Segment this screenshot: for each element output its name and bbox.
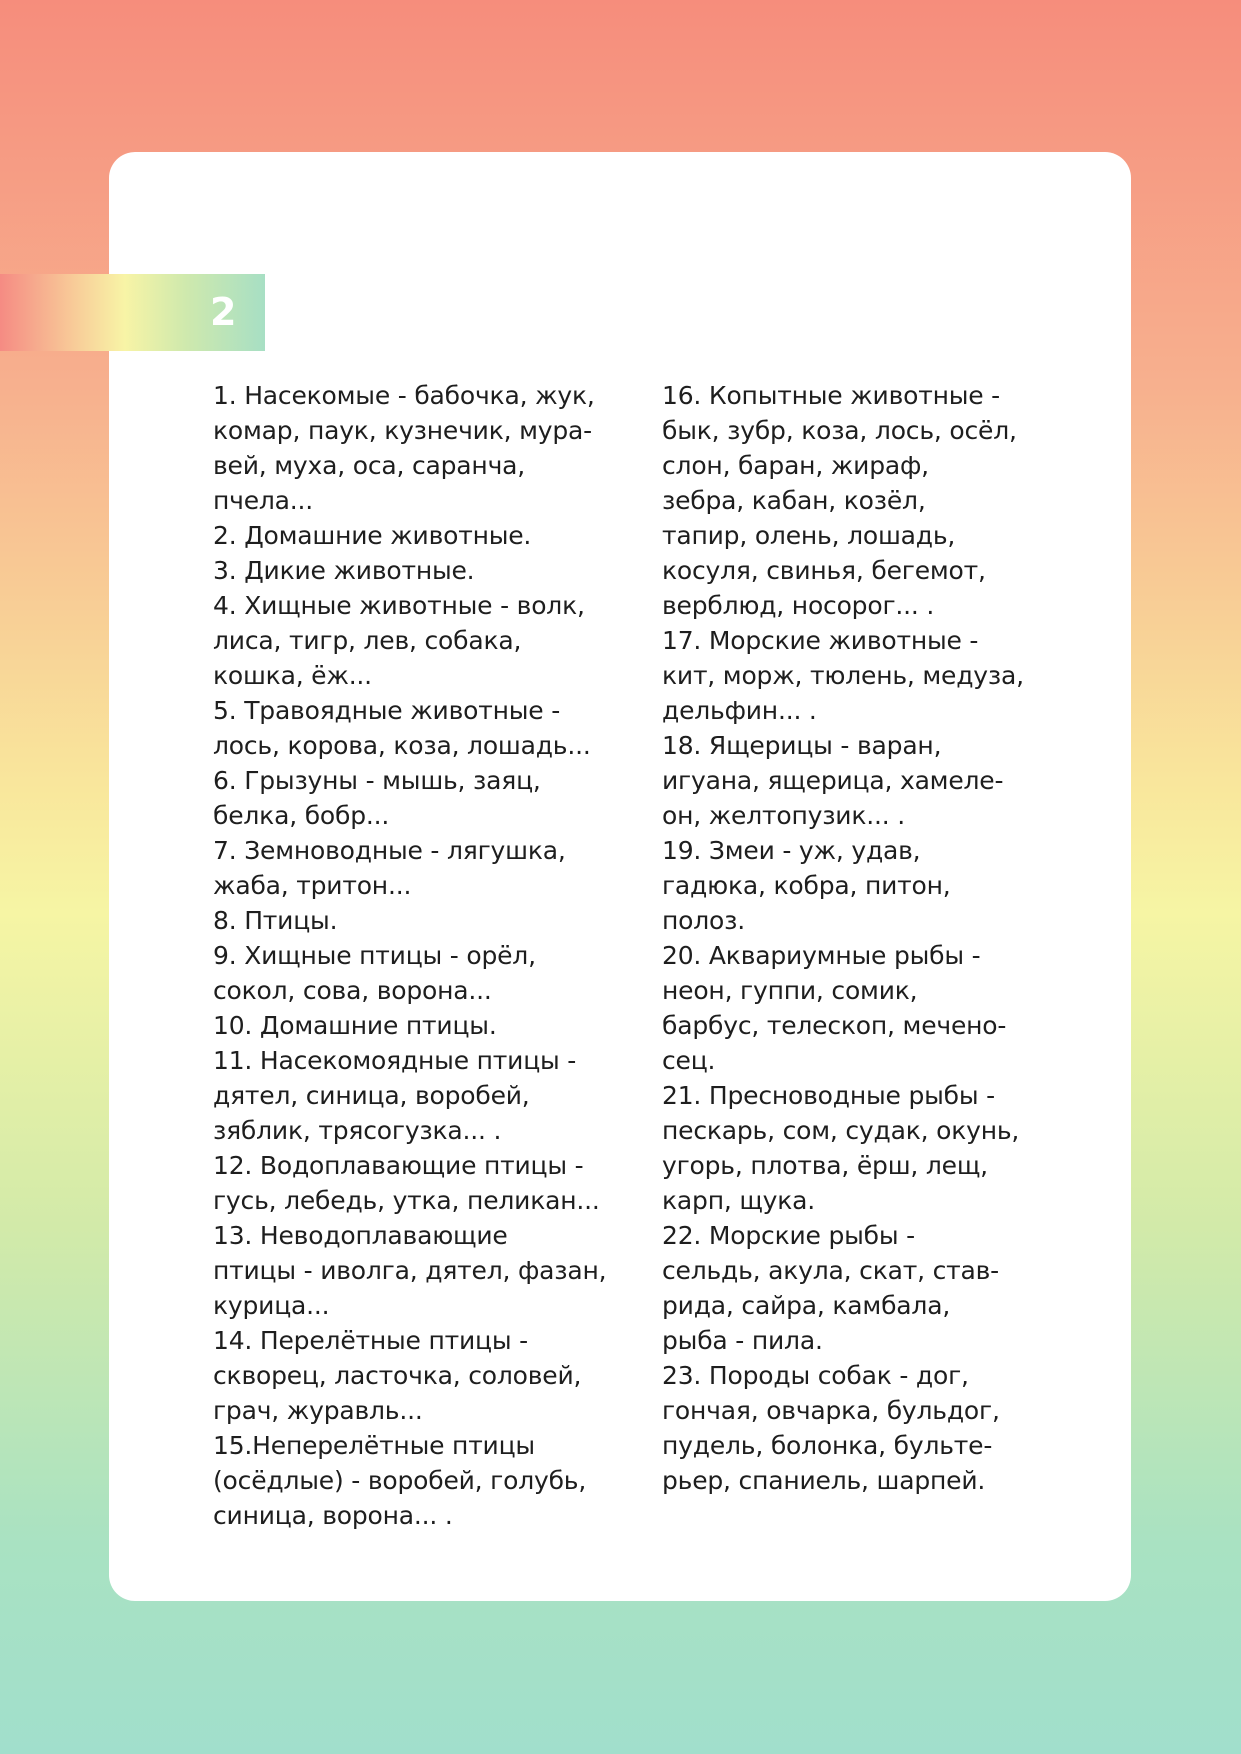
- text-line: барбус, телескоп, мечено-: [662, 1011, 1007, 1040]
- page-number: 2: [210, 290, 237, 334]
- right-column: [662, 378, 1092, 1498]
- text-line: рыба - пила.: [662, 1326, 823, 1355]
- text-line: 10. Домашние птицы.: [213, 1011, 497, 1040]
- text-line: 9. Хищные птицы - орёл,: [213, 941, 536, 970]
- text-line: 6. Грызуны - мышь, заяц,: [213, 766, 541, 795]
- text-line: птицы - иволга, дятел, фазан,: [213, 1256, 607, 1285]
- text-line: гадюка, кобра, питон,: [662, 871, 951, 900]
- text-line: гончая, овчарка, бульдог,: [662, 1396, 1000, 1425]
- text-line: косуля, свинья, бегемот,: [662, 556, 986, 585]
- text-line: 5. Травоядные животные -: [213, 696, 561, 725]
- text-line: комар, паук, кузнечик, мура-: [213, 416, 592, 445]
- text-line: 23. Породы собак - дог,: [662, 1361, 969, 1390]
- text-line: пескарь, сом, судак, окунь,: [662, 1116, 1020, 1145]
- text-line: 21. Пресноводные рыбы -: [662, 1081, 995, 1110]
- text-line: 11. Насекомоядные птицы -: [213, 1046, 577, 1075]
- text-line: пчела...: [213, 486, 314, 515]
- text-line: (осёдлые) - воробей, голубь,: [213, 1466, 587, 1495]
- text-line: синица, ворона... .: [213, 1501, 453, 1530]
- text-line: 19. Змеи - уж, удав,: [662, 836, 921, 865]
- text-line: 20. Аквариумные рыбы -: [662, 941, 981, 970]
- text-line: сец.: [662, 1046, 716, 1075]
- text-line: скворец, ласточка, соловей,: [213, 1361, 582, 1390]
- text-line: зебра, кабан, козёл,: [662, 486, 926, 515]
- text-line: дятел, синица, воробей,: [213, 1081, 530, 1110]
- text-line: дельфин... .: [662, 696, 817, 725]
- text-line: карп, щука.: [662, 1186, 816, 1215]
- text-line: 8. Птицы.: [213, 906, 338, 935]
- text-line: 4. Хищные животные - волк,: [213, 591, 585, 620]
- text-line: белка, бобр...: [213, 801, 390, 830]
- text-line: неон, гуппи, сомик,: [662, 976, 918, 1005]
- left-column: [213, 378, 643, 1533]
- text-line: жаба, тритон...: [213, 871, 412, 900]
- text-line: 13. Неводоплавающие: [213, 1221, 508, 1250]
- text-line: лось, корова, коза, лошадь...: [213, 731, 591, 760]
- text-line: сокол, сова, ворона...: [213, 976, 492, 1005]
- text-line: полоз.: [662, 906, 745, 935]
- text-line: тапир, олень, лошадь,: [662, 521, 956, 550]
- text-line: 15.Неперелётные птицы: [213, 1431, 535, 1460]
- text-line: сельдь, акула, скат, став-: [662, 1256, 999, 1285]
- text-line: 1. Насекомые - бабочка, жук,: [213, 381, 595, 410]
- text-line: гусь, лебедь, утка, пеликан...: [213, 1186, 600, 1215]
- text-line: лиса, тигр, лев, собака,: [213, 626, 522, 655]
- text-line: игуана, ящерица, хамеле-: [662, 766, 1004, 795]
- text-line: 22. Морские рыбы -: [662, 1221, 915, 1250]
- text-line: 2. Домашние животные.: [213, 521, 532, 550]
- text-line: грач, журавль...: [213, 1396, 423, 1425]
- text-line: 18. Ящерицы - варан,: [662, 731, 942, 760]
- text-line: 16. Копытные животные -: [662, 381, 1001, 410]
- text-line: рида, сайра, камбала,: [662, 1291, 951, 1320]
- text-line: курица...: [213, 1291, 330, 1320]
- text-line: рьер, спаниель, шарпей.: [662, 1466, 986, 1495]
- text-line: верблюд, носорог... .: [662, 591, 935, 620]
- text-line: он, желтопузик... .: [662, 801, 905, 830]
- text-line: кошка, ёж...: [213, 661, 372, 690]
- text-line: вей, муха, оса, саранча,: [213, 451, 526, 480]
- text-line: 3. Дикие животные.: [213, 556, 475, 585]
- text-line: 17. Морские животные -: [662, 626, 979, 655]
- text-line: зяблик, трясогузка... .: [213, 1116, 502, 1145]
- text-line: бык, зубр, коза, лось, осёл,: [662, 416, 1017, 445]
- text-line: 14. Перелётные птицы -: [213, 1326, 528, 1355]
- text-line: 7. Земноводные - лягушка,: [213, 836, 566, 865]
- text-line: угорь, плотва, ёрш, лещ,: [662, 1151, 988, 1180]
- text-line: пудель, болонка, бульте-: [662, 1431, 993, 1460]
- text-line: кит, морж, тюлень, медуза,: [662, 661, 1024, 690]
- text-line: слон, баран, жираф,: [662, 451, 929, 480]
- text-line: 12. Водоплавающие птицы -: [213, 1151, 584, 1180]
- page-number-badge: [0, 274, 265, 351]
